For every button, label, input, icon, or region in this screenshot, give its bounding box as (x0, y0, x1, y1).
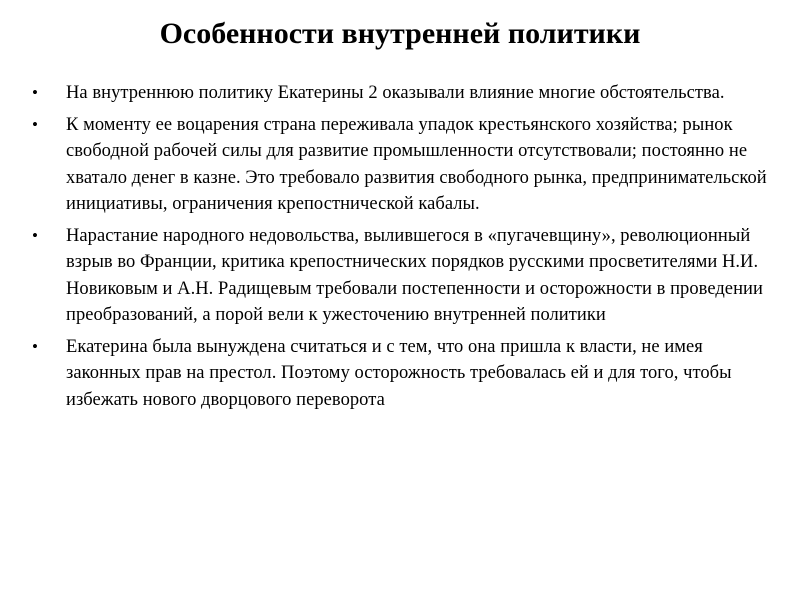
bullet-item (32, 334, 777, 414)
slide-title: Особенности внутренней политики (159, 17, 641, 50)
bullet-item (32, 80, 777, 107)
bullet-icon: • (32, 336, 38, 356)
bullet-list (32, 80, 777, 418)
bullet-text: К моменту ее воцарения страна переживала упадок крестьянского хозяйства; рынок свободной рабочей силы для развитие промышленности отсутствовали; постоянно не хватало денег в казне. Это требовало развития свободного рынка, предпринимательской инициативы, ограничения крепостнической кабалы. (66, 114, 767, 214)
bullet-icon: • (32, 83, 38, 102)
bullet-text: Нарастание народного недовольства, вылившегося в «пугачевщину», революционный взрыв во Франции, критика крепостнических порядков русскими просветителями Н.И. Новиковым и А.Н. Радищевым требовали постепенности и осторожности в проведении преобразований, а порой вели к ужесточению внутренней политики (66, 225, 763, 325)
bullet-text: На внутреннюю политику Екатерины 2 оказывали влияние многие обстоятельства. (66, 83, 725, 103)
bullet-item (32, 112, 777, 218)
bullet-text: Екатерина была вынуждена считаться и с тем, что она пришла к власти, не имея законных прав на престол. Поэтому осторожность требовалась ей и для того, чтобы избежать нового дворцового переворота (66, 336, 732, 410)
bullet-icon: • (32, 114, 38, 134)
bullet-item (32, 223, 777, 329)
bullet-icon: • (32, 225, 38, 245)
